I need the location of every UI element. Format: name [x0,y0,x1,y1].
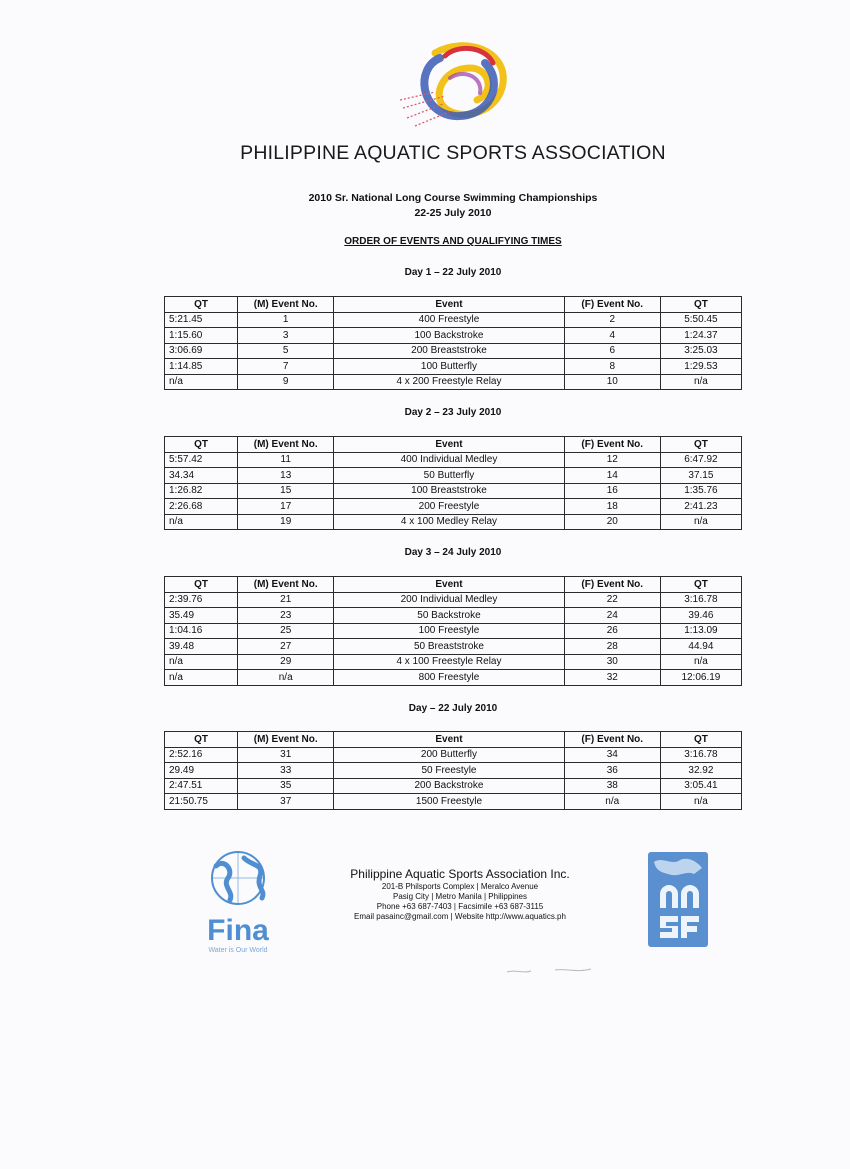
male-event-no-cell: 9 [238,374,334,390]
table-row [165,374,742,390]
scribble-mark [505,966,595,976]
qt-female-cell: 1:13.09 [660,623,741,639]
col-event: Event [334,437,564,453]
day-1-table [164,296,742,390]
col-female-event-no: (F) Event No. [564,577,660,593]
col-event: Event [334,297,564,313]
female-event-no-cell: 2 [564,312,660,328]
event-name-cell: 800 Freestyle [334,670,564,686]
female-event-no-cell: n/a [564,794,660,810]
male-event-no-cell: 35 [238,778,334,794]
female-event-no-cell: 26 [564,623,660,639]
footer-address-line-1: 201-B Philsports Complex | Meralco Avenue [381,882,539,891]
day-3-table [164,576,742,686]
qt-male-cell: 29.49 [165,763,238,779]
col-male-event-no: (M) Event No. [238,577,334,593]
col-qt-male: QT [165,577,238,593]
qt-female-cell: 12:06.19 [660,670,741,686]
qt-female-cell: 5:50.45 [660,312,741,328]
table-body [165,452,742,530]
qt-male-cell: n/a [165,374,238,390]
event-name-cell: 200 Breaststroke [334,343,564,359]
event-name-cell: 1500 Freestyle [334,794,564,810]
table-row [165,763,742,779]
female-event-no-cell: 10 [564,374,660,390]
organization-title: PHILIPPINE AQUATIC SPORTS ASSOCIATION [240,142,666,164]
table-row [165,592,742,608]
event-name-cell: 50 Freestyle [334,763,564,779]
event-name-cell: 100 Backstroke [334,328,564,344]
qt-male-cell: 1:04.16 [165,623,238,639]
table-header-row [165,437,742,453]
footer-address-line-2: Pasig City | Metro Manila | Philippines [393,892,527,901]
female-event-no-cell: 30 [564,654,660,670]
table-row [165,359,742,375]
col-qt-female: QT [660,577,741,593]
qt-female-cell: n/a [660,654,741,670]
male-event-no-cell: 7 [238,359,334,375]
male-event-no-cell: 21 [238,592,334,608]
table-row [165,499,742,515]
female-event-no-cell: 14 [564,468,660,484]
pasa-logo [395,38,515,133]
qt-female-cell: 3:16.78 [660,592,741,608]
female-event-no-cell: 4 [564,328,660,344]
qt-male-cell: n/a [165,654,238,670]
event-name-cell: 50 Butterfly [334,468,564,484]
championship-title: 2010 Sr. National Long Course Swimming Championships [308,192,598,204]
male-event-no-cell: 19 [238,514,334,530]
col-female-event-no: (F) Event No. [564,437,660,453]
qt-male-cell: 2:52.16 [165,747,238,763]
table-row [165,654,742,670]
footer-contact [325,866,595,922]
qt-male-cell: 34.34 [165,468,238,484]
footer-email-website: Email pasainc@gmail.com | Website http://www.aquatics.ph [354,912,566,921]
day-2-table [164,436,742,530]
col-qt-male: QT [165,732,238,748]
footer-phone: Phone +63 687-7403 | Facsimile +63 687-3115 [376,902,544,911]
col-male-event-no: (M) Event No. [238,297,334,313]
qt-male-cell: 5:57.42 [165,452,238,468]
female-event-no-cell: 32 [564,670,660,686]
male-event-no-cell: 29 [238,654,334,670]
table-row [165,794,742,810]
aasf-logo [648,852,708,947]
col-event: Event [334,577,564,593]
event-name-cell: 200 Individual Medley [334,592,564,608]
male-event-no-cell: 17 [238,499,334,515]
qt-male-cell: 2:47.51 [165,778,238,794]
female-event-no-cell: 28 [564,639,660,655]
col-male-event-no: (M) Event No. [238,437,334,453]
event-name-cell: 100 Freestyle [334,623,564,639]
qt-female-cell: 6:47.92 [660,452,741,468]
male-event-no-cell: 13 [238,468,334,484]
table-header-row [165,577,742,593]
col-qt-female: QT [660,297,741,313]
qt-female-cell: 1:29.53 [660,359,741,375]
order-of-events-heading: ORDER OF EVENTS AND QUALIFYING TIMES [344,236,562,247]
championship-dates: 22-25 July 2010 [414,207,492,219]
event-name-cell: 50 Backstroke [334,608,564,624]
female-event-no-cell: 22 [564,592,660,608]
table-row [165,639,742,655]
male-event-no-cell: 33 [238,763,334,779]
table-row [165,514,742,530]
qt-female-cell: n/a [660,794,741,810]
qt-female-cell: 3:25.03 [660,343,741,359]
event-name-cell: 4 x 100 Medley Relay [334,514,564,530]
female-event-no-cell: 16 [564,483,660,499]
qt-male-cell: 1:14.85 [165,359,238,375]
qt-female-cell: 3:16.78 [660,747,741,763]
event-name-cell: 200 Freestyle [334,499,564,515]
female-event-no-cell: 34 [564,747,660,763]
table-row [165,608,742,624]
event-name-cell: 4 x 100 Freestyle Relay [334,654,564,670]
qt-male-cell: 2:26.68 [165,499,238,515]
day-2-label: Day 2 – 23 July 2010 [404,407,502,418]
qt-male-cell: 39.48 [165,639,238,655]
male-event-no-cell: 1 [238,312,334,328]
qt-female-cell: n/a [660,374,741,390]
event-name-cell: 100 Breaststroke [334,483,564,499]
qt-male-cell: 1:15.60 [165,328,238,344]
col-qt-female: QT [660,437,741,453]
table-header-row [165,732,742,748]
table-row [165,452,742,468]
table-row [165,312,742,328]
male-event-no-cell: 27 [238,639,334,655]
qt-female-cell: 37.15 [660,468,741,484]
fina-tagline: Water is Our World [208,947,268,954]
table-row [165,343,742,359]
col-male-event-no: (M) Event No. [238,732,334,748]
table-row [165,483,742,499]
day-4-label: Day – 22 July 2010 [408,703,498,714]
col-female-event-no: (F) Event No. [564,297,660,313]
qt-female-cell: 39.46 [660,608,741,624]
table-row [165,778,742,794]
qt-female-cell: 32.92 [660,763,741,779]
qt-male-cell: 2:39.76 [165,592,238,608]
col-qt-female: QT [660,732,741,748]
qt-male-cell: 5:21.45 [165,312,238,328]
day-4-table [164,731,742,810]
col-event: Event [334,732,564,748]
qt-male-cell: 3:06.69 [165,343,238,359]
female-event-no-cell: 12 [564,452,660,468]
table-row [165,747,742,763]
qt-female-cell: 1:24.37 [660,328,741,344]
qt-female-cell: 3:05.41 [660,778,741,794]
male-event-no-cell: 3 [238,328,334,344]
day-1-label: Day 1 – 22 July 2010 [404,267,502,278]
female-event-no-cell: 36 [564,763,660,779]
event-name-cell: 200 Butterfly [334,747,564,763]
qt-male-cell: n/a [165,514,238,530]
male-event-no-cell: 31 [238,747,334,763]
female-event-no-cell: 38 [564,778,660,794]
event-name-cell: 100 Butterfly [334,359,564,375]
qt-female-cell: 44.94 [660,639,741,655]
qt-male-cell: 35.49 [165,608,238,624]
table-header-row [165,297,742,313]
event-name-cell: 4 x 200 Freestyle Relay [334,374,564,390]
event-name-cell: 50 Breaststroke [334,639,564,655]
female-event-no-cell: 20 [564,514,660,530]
male-event-no-cell: 11 [238,452,334,468]
female-event-no-cell: 18 [564,499,660,515]
qt-male-cell: 21:50.75 [165,794,238,810]
event-name-cell: 400 Freestyle [334,312,564,328]
male-event-no-cell: 15 [238,483,334,499]
table-row [165,670,742,686]
footer-org-name: Philippine Aquatic Sports Association Inc. [350,867,570,881]
male-event-no-cell: 5 [238,343,334,359]
female-event-no-cell: 24 [564,608,660,624]
fina-logo [194,848,282,958]
qt-female-cell: n/a [660,514,741,530]
table-body [165,312,742,390]
qt-female-cell: 1:35.76 [660,483,741,499]
table-row [165,623,742,639]
male-event-no-cell: 25 [238,623,334,639]
fina-wordmark: Fina [207,914,269,947]
event-name-cell: 400 Individual Medley [334,452,564,468]
male-event-no-cell: 23 [238,608,334,624]
qt-female-cell: 2:41.23 [660,499,741,515]
table-row [165,468,742,484]
col-qt-male: QT [165,437,238,453]
col-qt-male: QT [165,297,238,313]
female-event-no-cell: 6 [564,343,660,359]
qt-male-cell: n/a [165,670,238,686]
qt-male-cell: 1:26.82 [165,483,238,499]
col-female-event-no: (F) Event No. [564,732,660,748]
male-event-no-cell: 37 [238,794,334,810]
female-event-no-cell: 8 [564,359,660,375]
table-row [165,328,742,344]
event-name-cell: 200 Backstroke [334,778,564,794]
day-3-label: Day 3 – 24 July 2010 [404,547,502,558]
table-body [165,592,742,685]
male-event-no-cell: n/a [238,670,334,686]
table-body [165,747,742,809]
